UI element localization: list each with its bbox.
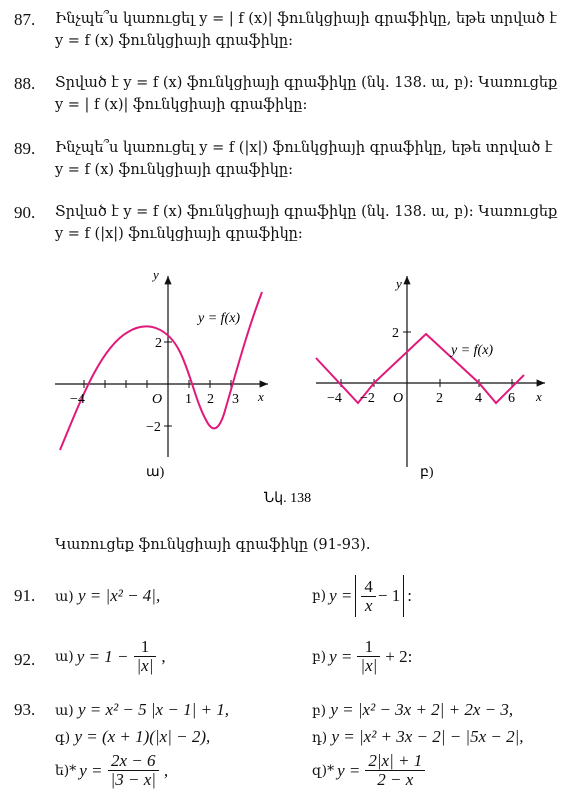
exercise-93e-label: ե)* [55, 762, 77, 779]
graph-a-tick-2: 2 [207, 392, 214, 407]
exercise-93e-denominator: |3 − x| [110, 770, 156, 789]
problem-89-number: 89. [14, 139, 36, 158]
exercise-91b-denominator: x [364, 595, 373, 615]
exercise-93f-numerator: 2|x| + 1 [365, 752, 425, 771]
exercise-93a-expr: y = x² − 5 |x − 1| + 1, [78, 700, 229, 719]
graph-a-tick-neg4: −4 [70, 392, 85, 407]
graph-a [55, 267, 268, 480]
exercise-91b-post: − 1 [377, 586, 401, 605]
exercise-93f-label: զ)* [312, 762, 335, 779]
graph-a-tick-3: 3 [232, 392, 239, 407]
exercise-93a [55, 700, 229, 720]
figure-138 [0, 262, 571, 512]
exercise-91a-expr: y = |x² − 4|, [78, 586, 161, 605]
exercise-92a-label: ա) [55, 648, 74, 665]
exercise-92b-fraction [357, 638, 380, 675]
graph-a-y-label: y [153, 267, 159, 282]
exercise-93b-label: բ) [312, 703, 327, 719]
exercise-91b [312, 575, 412, 617]
graph-b [316, 276, 545, 480]
exercise-92b-post: + 2: [385, 646, 413, 666]
exercise-93c-label: գ) [55, 730, 71, 746]
graph-a-func-label: y = f(x) [198, 311, 241, 326]
graph-b-origin: O [393, 391, 404, 406]
exercise-91-number: 91. [14, 586, 36, 605]
exercise-92b-label: բ) [312, 648, 327, 665]
graph-a-tick-yneg2: −2 [146, 420, 161, 435]
exercise-92b-numerator: 1 [357, 638, 380, 657]
exercise-93e-post: , [163, 760, 169, 780]
exercise-91b-label: բ) [312, 588, 327, 604]
exercise-92b-denominator: |x| [360, 656, 378, 675]
exercise-93e-numerator: 2x − 6 [108, 752, 159, 771]
graph-a-origin: O [152, 392, 163, 407]
graph-b-tick-2: 2 [436, 391, 443, 406]
problem-88-line2: y = | f (x)| ֆունկցիայի գրաֆիկը: [55, 97, 308, 113]
graph-b-caption: բ) [420, 465, 434, 480]
exercise-93f-denominator: 2 − x [377, 770, 414, 789]
exercise-93c [55, 727, 210, 747]
graph-b-tick-neg4: −4 [327, 391, 342, 406]
figure-title: Նկ. 138 [264, 491, 312, 506]
graph-b-x-label: x [536, 389, 542, 404]
graph-a-tick-1: 1 [185, 392, 192, 407]
exercise-91b-end: : [407, 586, 412, 605]
exercise-92a-numerator: 1 [134, 638, 157, 657]
instruction-text: Կառուցեք ֆունկցիայի գրաֆիկը (91-93). [55, 537, 371, 553]
problem-87-line1: Ինչպե՞ս կառուցել y = | f (x)| ֆունկցիայի գրաֆիկը, եթե տրված է [55, 11, 557, 27]
exercise-93b [312, 700, 513, 720]
exercise-92a-denominator: |x| [136, 656, 154, 675]
exercise-93d [312, 727, 524, 747]
problem-90-line2: y = f (|x|) ֆունկցիայի գրաֆիկը: [55, 226, 303, 242]
exercise-92b [312, 638, 412, 675]
problem-87-number: 87. [14, 10, 36, 29]
exercise-91b-fraction [361, 578, 376, 615]
exercise-93d-expr: y = |x² + 3x − 2| − |5x − 2|, [331, 727, 524, 746]
exercise-91a [55, 586, 160, 606]
graph-a-x-label: x [258, 389, 264, 404]
problem-90-number: 90. [14, 203, 36, 222]
exercise-91b-pre: y = [329, 586, 353, 605]
exercise-93-number: 93. [14, 700, 36, 719]
exercise-92a [55, 638, 166, 675]
graph-b-func-label: y = f(x) [451, 343, 494, 358]
graph-b-tick-4: 4 [475, 391, 482, 406]
exercise-91a-label: ա) [55, 589, 74, 605]
exercise-92-number: 92. [14, 650, 36, 669]
graph-b-tick-y2: 2 [392, 326, 399, 341]
exercise-93e-pre: y = [79, 760, 103, 780]
exercise-93a-label: ա) [55, 703, 74, 719]
exercise-92b-pre: y = [329, 646, 353, 666]
exercise-93f-pre: y = [337, 760, 361, 780]
exercise-91b-numerator: 4 [361, 578, 376, 597]
graph-b-ticks [341, 332, 512, 387]
graph-a-tick-y2: 2 [155, 336, 162, 351]
problem-89-line1: Ինչպե՞ս կառուցել y = f (|x|) ֆունկցիայի գրաֆիկը, եթե տրված է [55, 140, 553, 156]
problem-90-line1: Տրված է y = f (x) ֆունկցիայի գրաֆիկը (նկ. 138. ա, բ): Կառուցեք [55, 204, 558, 220]
problem-88-number: 88. [14, 74, 36, 93]
exercise-92a-post: , [161, 646, 166, 666]
exercise-93f [312, 752, 427, 789]
graph-b-tick-6: 6 [508, 391, 515, 406]
problem-88-line1: Տրված է y = f (x) ֆունկցիայի գրաֆիկը (նկ. 138. ա, բ): Կառուցեք [55, 75, 558, 91]
exercise-92a-pre: y = 1 − [76, 646, 129, 666]
problem-89-line2: y = f (x) ֆունկցիայի գրաֆիկը: [55, 162, 294, 178]
graph-a-caption: ա) [146, 465, 165, 480]
exercise-93f-fraction [365, 752, 425, 789]
exercise-93d-label: դ) [312, 730, 328, 746]
exercise-93b-expr: y = |x² − 3x + 2| + 2x − 3, [330, 700, 514, 719]
problem-87-line2: y = f (x) ֆունկցիայի գրաֆիկը: [55, 33, 294, 49]
exercise-93c-expr: y = (x + 1)(|x| − 2), [74, 727, 211, 746]
exercise-93e [55, 752, 168, 789]
exercise-93e-fraction [108, 752, 159, 789]
graph-b-tick-neg2: −2 [360, 391, 375, 406]
exercise-92a-fraction [134, 638, 157, 675]
exercise-91b-abs [355, 575, 404, 617]
graph-b-y-label: y [396, 276, 402, 291]
